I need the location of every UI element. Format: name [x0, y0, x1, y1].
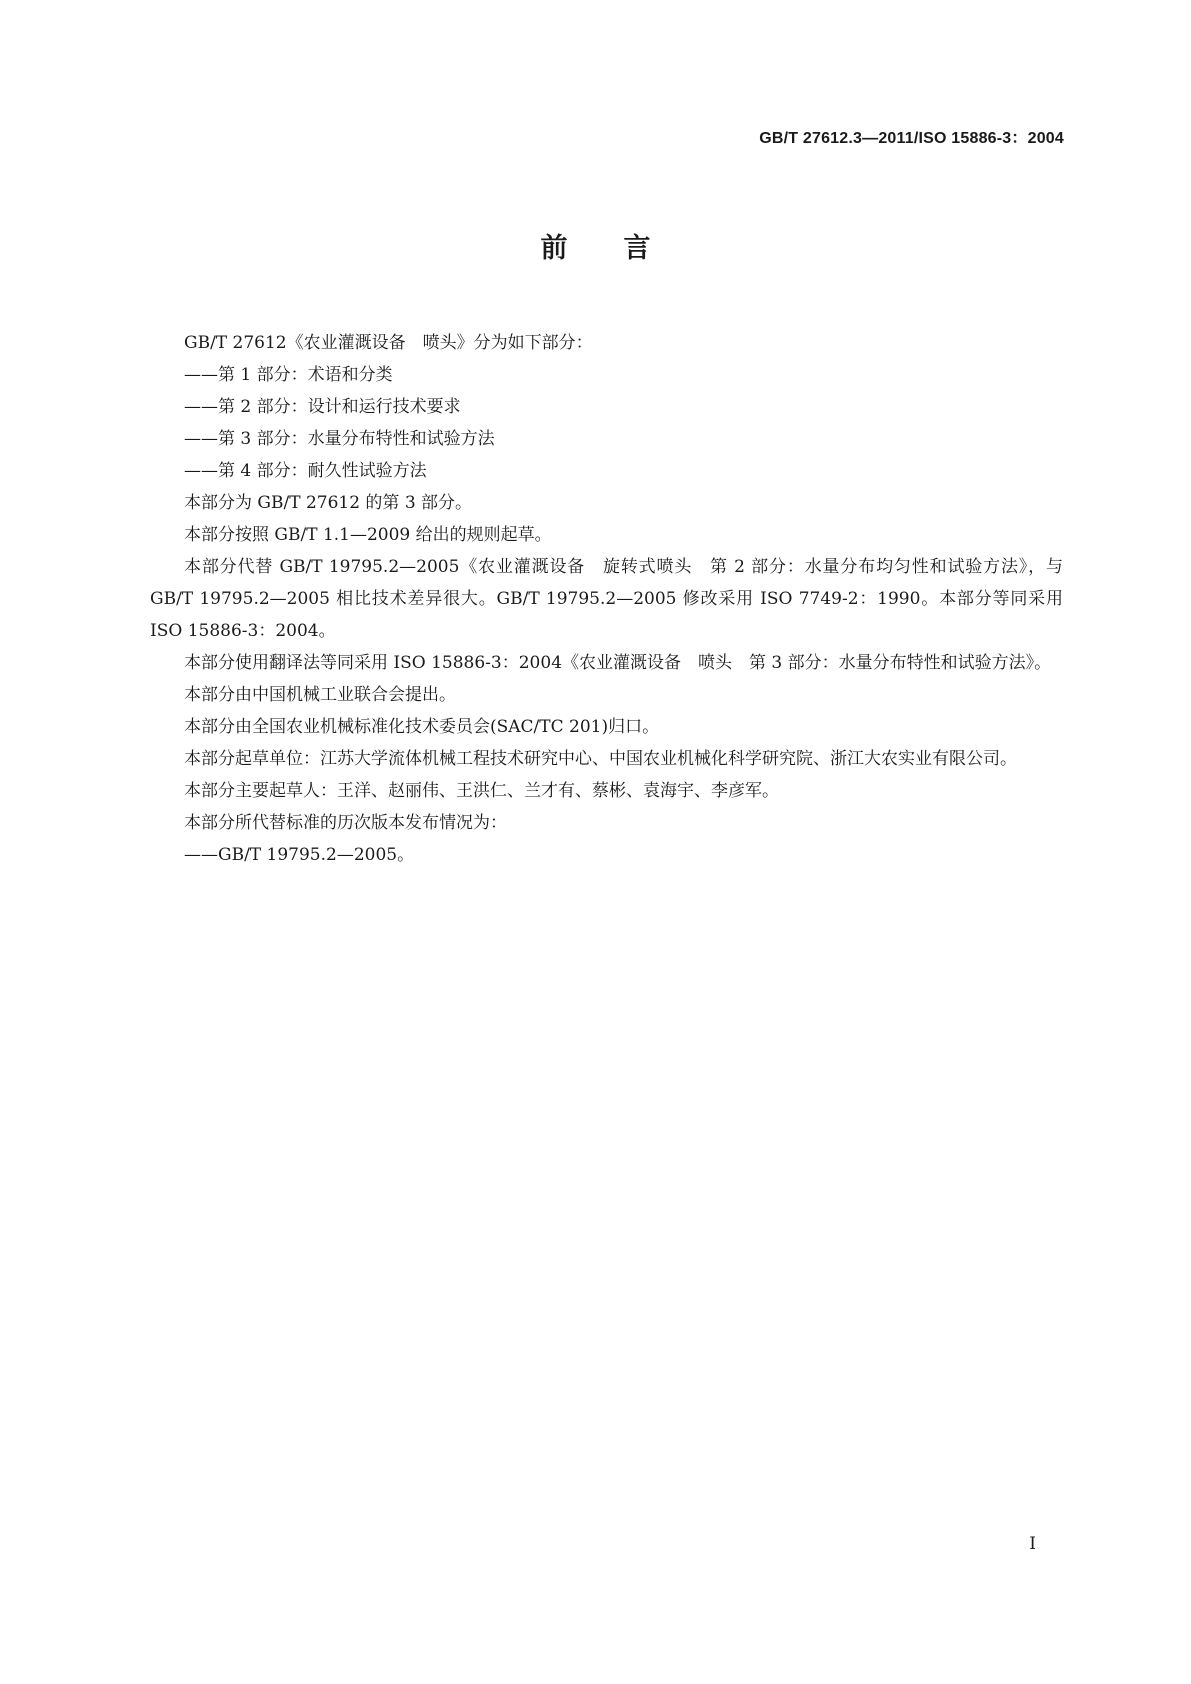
paragraph: 本部分所代替标准的历次版本发布情况为： [184, 813, 507, 833]
list-item: ——GB/T 19795.2—2005。 [184, 845, 415, 865]
list-item: ——第 1 部分：术语和分类 [184, 365, 393, 385]
list-item: ——第 3 部分：水量分布特性和试验方法 [184, 429, 495, 449]
paragraph: 本部分为 GB/T 27612 的第 3 部分。 [184, 493, 473, 513]
standard-number: GB/T 27612.3—2011/ISO 15886-3：2004 [759, 130, 1064, 147]
paragraph: 本部分由全国农业机械标准化技术委员会(SAC/TC 201)归口。 [184, 717, 660, 737]
page-number: I [1029, 1534, 1036, 1554]
paragraph: 本部分代替 GB/T 19795.2—2005《农业灌溉设备 旋转式喷头 第 2 部分：水量分布均匀性和试验方法》，与 GB/T 19795.2—2005 相比技术差异很大。GB/T 19795.2—2005 修改采用 ISO 7749-2：1990。本部分等同采用 ISO 15886-3：2004。 [150, 557, 1063, 641]
paragraph: GB/T 27612《农业灌溉设备 喷头》分为如下部分： [184, 333, 593, 353]
paragraph: 本部分按照 GB/T 1.1—2009 给出的规则起草。 [184, 525, 552, 545]
foreword-body [150, 327, 1063, 871]
list-item: ——第 2 部分：设计和运行技术要求 [184, 397, 461, 417]
list-item: ——第 4 部分：耐久性试验方法 [184, 461, 427, 481]
paragraph: 本部分主要起草人：王洋、赵丽伟、王洪仁、兰才有、蔡彬、袁海宇、李彦军。 [184, 781, 779, 801]
paragraph: 本部分由中国机械工业联合会提出。 [184, 685, 456, 705]
paragraph: 本部分使用翻译法等同采用 ISO 15886-3：2004《农业灌溉设备 喷头 第 3 部分：水量分布特性和试验方法》。 [184, 653, 1052, 673]
paragraph: 本部分起草单位：江苏大学流体机械工程技术研究中心、中国农业机械化科学研究院、浙江大农实业有限公司。 [184, 749, 1017, 769]
page-title: 前言 [540, 233, 707, 264]
